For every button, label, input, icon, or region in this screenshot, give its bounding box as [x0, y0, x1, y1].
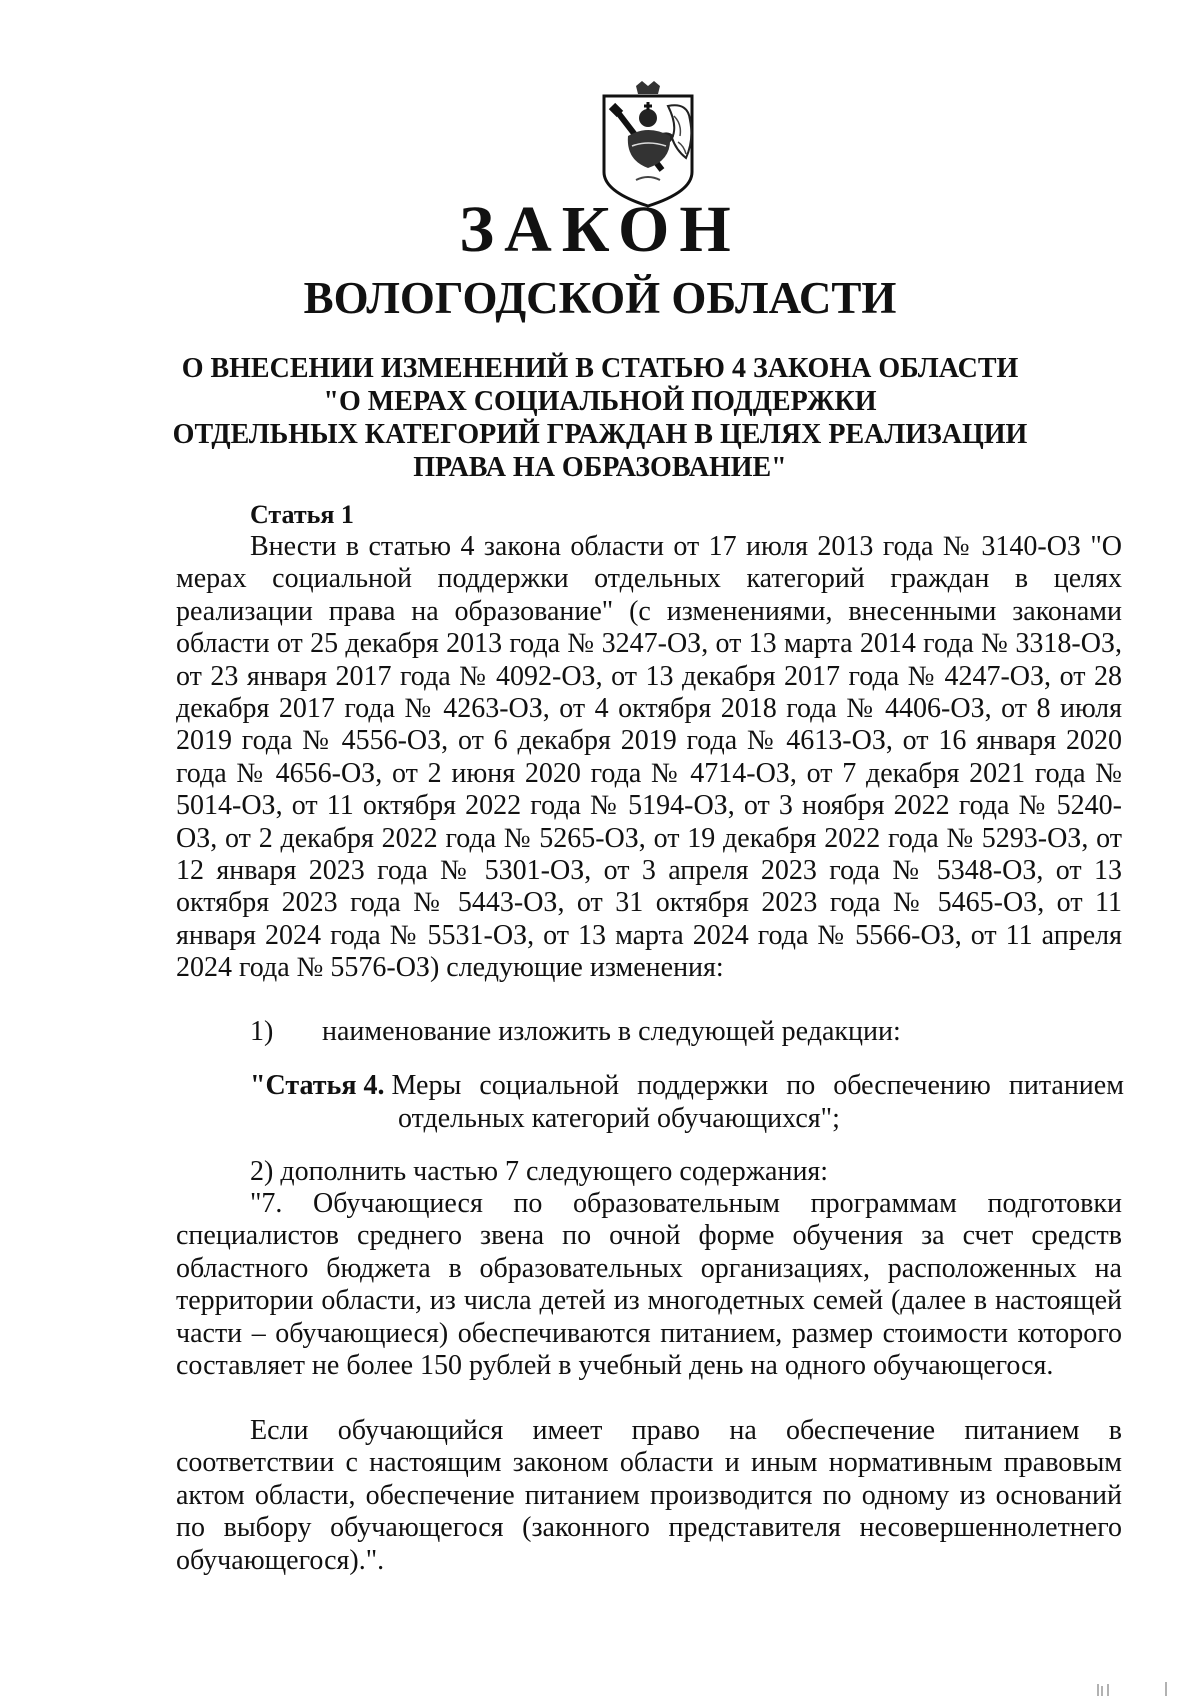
heading-line: О ВНЕСЕНИИ ИЗМЕНЕНИЙ В СТАТЬЮ 4 ЗАКОНА ОБЛАСТИ — [181, 353, 1019, 384]
document-subtitle: ВОЛОГОДСКОЙ ОБЛАСТИ — [303, 273, 897, 323]
quote-word: по — [786, 1070, 816, 1101]
list-item-2: 2) дополнить частью 7 следующего содержания: — [250, 1156, 829, 1187]
quote-word: социальной — [479, 1070, 620, 1101]
scan-edge-marks — [1070, 1676, 1170, 1696]
quoted-article-label: "Статья 4. — [250, 1070, 385, 1101]
heading-line: ОТДЕЛЬНЫХ КАТЕГОРИЙ ГРАЖДАН В ЦЕЛЯХ РЕАЛИЗАЦИИ — [172, 419, 1028, 450]
heading-line: ПРАВА НА ОБРАЗОВАНИЕ" — [413, 452, 787, 483]
quote-word: питанием — [1008, 1070, 1124, 1101]
vologda-coat-of-arms-emblem — [598, 80, 698, 208]
quote-word: обеспечению — [833, 1070, 991, 1101]
list-item-number: 1) — [250, 1016, 274, 1047]
list-item-1 — [250, 1016, 901, 1048]
document-title: ЗАКОН — [459, 193, 741, 266]
quote-word: Меры — [391, 1070, 462, 1101]
condition-paragraph: Если обучающийся имеет право на обеспечение питанием в соответствии с настоящим законом области и иным нормативным правовым актом области, обеспечение питанием производится по одному из оснований по выбору обучающегося (законного представителя несовершеннолетнего обучающегося).". — [176, 1415, 1122, 1576]
quote-line-2: отдельных категорий обучающихся"; — [398, 1103, 840, 1134]
part-7-paragraph: "7. Обучающиеся по образовательным программам подготовки специалистов среднего звена по очной форме обучения за счет средств областного бюджета в образовательных организациях, расположенных на территории области, из числа детей из многодетных семей (далее в настоящей части – обучающиеся) обеспечиваются питанием, размер стоимости которого составляет не более 150 рублей в учебный день на одного обучающегося. — [176, 1188, 1122, 1382]
intro-paragraph: Внести в статью 4 закона области от 17 июля 2013 года № 3140-ОЗ "О мерах социальной поддержки отдельных категорий граждан в целях реализации права на образование" (с изменениями, внесенными законами области от 25 декабря 2013 года № 3247-ОЗ, от 13 марта 2014 года № 3318-ОЗ, от 23 января 2017 года № 4092-ОЗ, от 13 декабря 2017 года № 4247-ОЗ, от 28 декабря 2017 года № 4263-ОЗ, от 4 октября 2018 года № 4406-ОЗ, от 8 июля 2019 года № 4556-ОЗ, от 6 декабря 2019 года № 4613-ОЗ, от 16 января 2020 года № 4656-ОЗ, от 2 июня 2020 года № 4714-ОЗ, от 7 декабря 2021 года № 5014-ОЗ, от 11 октября 2022 года № 5194-ОЗ, от 3 ноября 2022 года № 5240-ОЗ, от 2 декабря 2022 года № 5265-ОЗ, от 19 декабря 2022 года № 5293-ОЗ, от 12 января 2023 года № 5301-ОЗ, от 3 апреля 2023 года № 5348-ОЗ, от 13 октября 2023 года № 5443-ОЗ, от 31 октября 2023 года № 5465-ОЗ, от 11 января 2024 года № 5531-ОЗ, от 13 марта 2024 года № 5566-ОЗ, от 11 апреля 2024 года № 5576-ОЗ) следующие изменения: — [176, 531, 1122, 984]
list-item-text: наименование изложить в следующей редакции: — [322, 1016, 901, 1047]
quoted-article-title — [250, 1069, 1124, 1135]
law-heading — [100, 352, 1100, 484]
article-title: Статья 1 — [250, 500, 354, 529]
quote-word: поддержки — [637, 1070, 769, 1101]
heading-line: "О МЕРАХ СОЦИАЛЬНОЙ ПОДДЕРЖКИ — [323, 386, 877, 417]
